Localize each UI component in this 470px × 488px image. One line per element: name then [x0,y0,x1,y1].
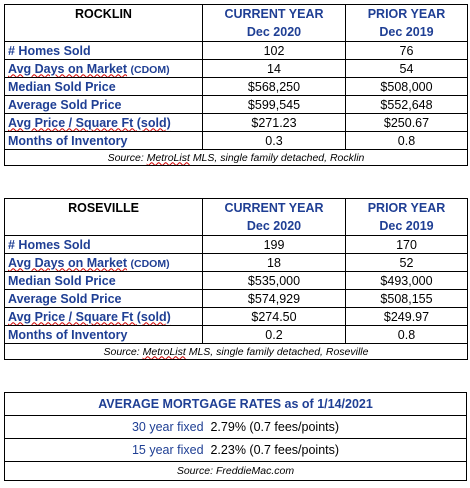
mortgage-rates-title: AVERAGE MORTGAGE RATES as of 1/14/2021 [5,393,467,416]
current-year-label: CURRENT YEAR [224,7,324,21]
table-row [5,96,468,114]
rocklin-prior-year-header [346,5,468,42]
rocklin-source-note [5,150,468,166]
prior-value: 54 [346,60,468,78]
source-rest: MLS, single family detached, Rocklin [192,151,365,164]
table-row [5,132,468,150]
current-value: 0.3 [203,132,346,150]
row-label [5,308,203,326]
current-value: $271.23 [203,114,346,132]
row-label: Median Sold Price [5,78,203,96]
source-name: MetroList [142,345,186,358]
current-value: $535,000 [203,272,346,290]
current-year-label: CURRENT YEAR [224,201,324,215]
current-value: $574,929 [203,290,346,308]
row-label: # Homes Sold [5,236,203,254]
prior-period-label: Dec 2019 [379,219,434,233]
row-label [5,60,203,78]
prior-value: $250.67 [346,114,468,132]
row-label [5,254,203,272]
prior-value: $552,648 [346,96,468,114]
prior-value: 0.8 [346,326,468,344]
row-label: Months of Inventory [5,132,203,150]
source-rest: MLS, single family detached, Roseville [188,345,369,358]
table-row [5,114,468,132]
rate-value: 2.79% (0.7 fees/points) [210,420,340,434]
row-label-extra: (CDOM) [130,63,170,76]
row-label-text: Avg Price / Square Ft (sold) [8,309,171,324]
current-value: 14 [203,60,346,78]
table-row [5,254,468,272]
mortgage-rates-table [4,392,467,481]
roseville-prior-year-header [346,199,468,236]
rocklin-table [4,4,468,166]
row-label [5,114,203,132]
table-row [5,42,468,60]
row-label-text: Avg Days on Market [8,61,128,76]
current-value: $274.50 [203,308,346,326]
prior-value: 52 [346,254,468,272]
current-period-label: Dec 2020 [246,25,302,39]
rate-value: 2.23% (0.7 fees/points) [210,443,340,457]
prior-value: 170 [346,236,468,254]
prior-year-label: PRIOR YEAR [367,201,446,215]
roseville-table [4,198,468,360]
roseville-current-year-header [203,199,346,236]
row-label: Median Sold Price [5,272,203,290]
roseville-city-header: ROSEVILLE [5,199,203,236]
prior-value: 76 [346,42,468,60]
row-label: Average Sold Price [5,96,203,114]
row-label-text: Avg Days on Market [8,255,128,270]
table-row [5,236,468,254]
current-value: 0.2 [203,326,346,344]
current-value: 18 [203,254,346,272]
current-value: 199 [203,236,346,254]
source-name: MetroList [146,151,190,164]
table-row [5,272,468,290]
prior-period-label: Dec 2019 [379,25,434,39]
mortgage-rate-row [5,416,467,439]
source-prefix: Source: [103,345,140,358]
row-label: Months of Inventory [5,326,203,344]
row-label-extra: (CDOM) [130,257,170,270]
table-row [5,290,468,308]
mortgage-rate-row [5,439,467,462]
source-prefix: Source: [107,151,144,164]
prior-value: $249.97 [346,308,468,326]
prior-value: $508,155 [346,290,468,308]
prior-value: 0.8 [346,132,468,150]
row-label-text: Avg Price / Square Ft (sold) [8,115,171,130]
prior-value: $493,000 [346,272,468,290]
prior-value: $508,000 [346,78,468,96]
table-row [5,326,468,344]
table-row [5,308,468,326]
mortgage-source-note: Source: FreddieMac.com [5,462,467,481]
table-row [5,78,468,96]
current-value: $568,250 [203,78,346,96]
table-row [5,60,468,78]
rocklin-current-year-header [203,5,346,42]
current-value: 102 [203,42,346,60]
rate-term: 15 year fixed [131,443,204,457]
current-period-label: Dec 2020 [246,219,302,233]
row-label: # Homes Sold [5,42,203,60]
rate-term: 30 year fixed [131,420,204,434]
roseville-source-note [5,344,468,360]
prior-year-label: PRIOR YEAR [367,7,446,21]
current-value: $599,545 [203,96,346,114]
row-label: Average Sold Price [5,290,203,308]
rocklin-city-header: ROCKLIN [5,5,203,42]
